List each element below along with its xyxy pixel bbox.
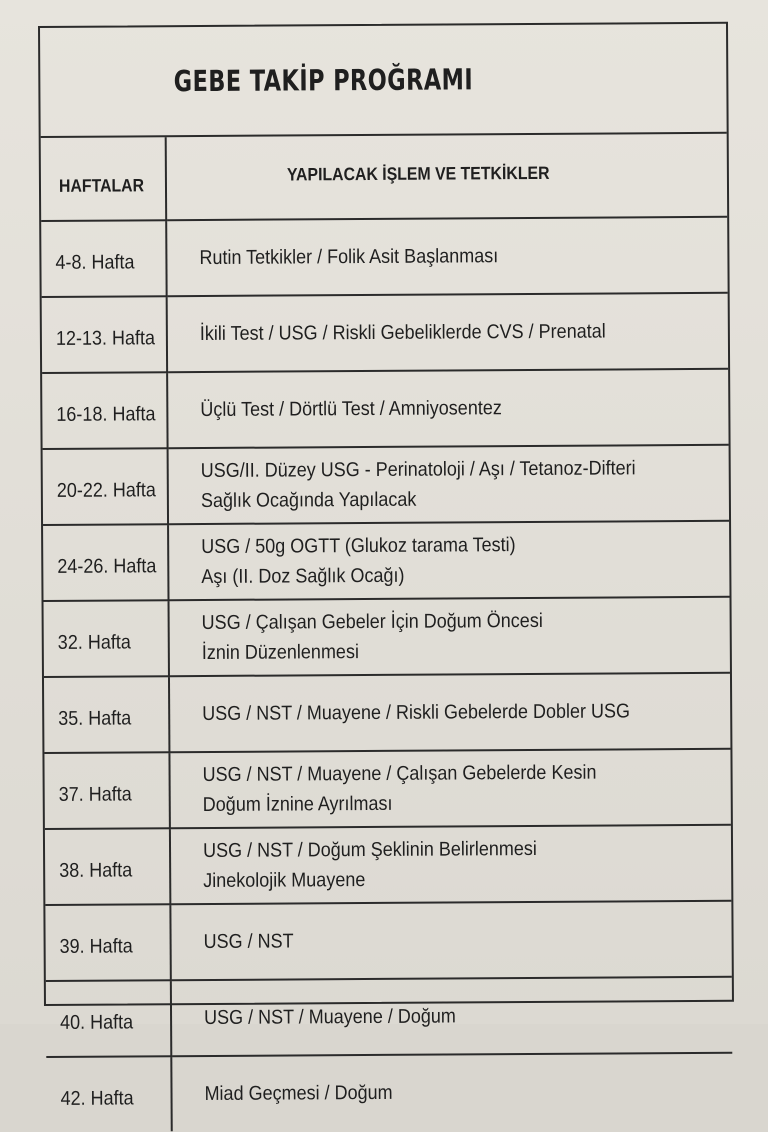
week-label: 12-13. Hafta <box>55 326 156 350</box>
week-label: 32. Hafta <box>57 630 131 654</box>
procedures-cell <box>167 369 728 448</box>
procedures-cell <box>171 977 732 1056</box>
week-cell <box>43 524 168 601</box>
procedures-header: YAPILACAK İŞLEM VE TETKİKLER <box>166 134 727 220</box>
week-cell <box>45 904 170 981</box>
procedure-text: Sağlık Ocağında Yapılacak <box>200 488 417 513</box>
table-row <box>46 977 732 1057</box>
week-cell <box>46 1056 171 1132</box>
pregnancy-schedule-sheet <box>38 22 734 1110</box>
week-cell <box>41 220 166 297</box>
weeks-header: HAFTALAR <box>41 137 167 221</box>
procedures-cell <box>168 445 729 524</box>
procedures-cell <box>170 901 731 980</box>
table-row <box>43 445 729 525</box>
procedure-text: USG / NST <box>203 930 294 954</box>
procedure-text: Miad Geçmesi / Doğum <box>204 1081 393 1106</box>
week-label: 4-8. Hafta <box>55 250 135 274</box>
week-cell <box>43 448 168 525</box>
procedure-text: USG / NST / Muayene / Riskli Gebelerde Dobler USG <box>202 700 631 726</box>
procedures-cell <box>170 825 731 904</box>
procedure-text: Rutin Tetkikler / Folik Asit Başlanması <box>199 245 499 270</box>
procedures-cell <box>171 1053 732 1131</box>
procedures-cell <box>169 597 730 676</box>
table-row <box>41 217 727 297</box>
week-cell <box>42 372 167 449</box>
procedure-text: USG / NST / Doğum Şeklinin Belirlenmesi <box>202 837 537 863</box>
table-row <box>43 521 729 601</box>
table-row <box>44 597 730 677</box>
week-label: 20-22. Hafta <box>56 478 156 502</box>
header-row <box>41 134 727 221</box>
table-row <box>45 901 731 981</box>
week-cell <box>44 600 169 677</box>
week-label: 37. Hafta <box>58 782 132 806</box>
procedure-text: USG / 50g OGTT (Glukoz tarama Testi) <box>201 534 516 559</box>
procedure-text: Üçlü Test / Dörtlü Test / Amniyosentez <box>200 397 502 422</box>
procedure-text: Jinekolojik Muayene <box>203 869 366 893</box>
procedures-cell <box>166 217 727 296</box>
table-row <box>42 293 728 373</box>
procedure-text: USG / NST / Muayene / Doğum <box>203 1005 456 1030</box>
table-row <box>44 749 730 829</box>
week-label: 38. Hafta <box>59 858 133 882</box>
procedure-text: USG/II. Düzey USG - Perinatoloji / Aşı / Tetanoz-Difteri <box>200 457 636 483</box>
procedure-text: İznin Düzenlenmesi <box>201 641 359 665</box>
table-row <box>44 673 730 753</box>
week-label: 39. Hafta <box>59 934 133 958</box>
procedure-text: İkili Test / USG / Riskli Gebeliklerde CVS / Prenatal <box>199 320 606 346</box>
week-cell <box>42 296 167 373</box>
procedures-cell <box>168 521 729 600</box>
procedures-cell <box>169 673 730 752</box>
week-cell <box>44 752 169 829</box>
procedure-text: USG / Çalışan Gebeler İçin Doğum Öncesi <box>201 609 543 635</box>
week-cell <box>45 828 170 905</box>
week-label: 35. Hafta <box>58 706 132 730</box>
table-row <box>45 825 731 905</box>
procedure-text: USG / NST / Muayene / Çalışan Gebelerde Kesin <box>202 761 597 787</box>
procedures-cell <box>169 749 730 828</box>
procedure-text: Aşı (II. Doz Sağlık Ocağı) <box>201 564 405 589</box>
procedures-cell <box>167 293 728 372</box>
week-label: 42. Hafta <box>60 1086 134 1110</box>
schedule-table <box>41 134 733 1132</box>
title-row <box>40 24 727 138</box>
week-label: 24-26. Hafta <box>57 554 157 578</box>
page-title: GEBE TAKİP PROĞRAMI <box>173 62 474 99</box>
procedure-text: Doğum İznine Ayrılması <box>202 792 393 817</box>
table-row <box>42 369 728 449</box>
week-cell <box>44 676 169 753</box>
table-row <box>46 1053 732 1132</box>
week-label: 16-18. Hafta <box>56 402 156 426</box>
week-cell <box>46 980 171 1057</box>
week-label: 40. Hafta <box>60 1010 134 1034</box>
